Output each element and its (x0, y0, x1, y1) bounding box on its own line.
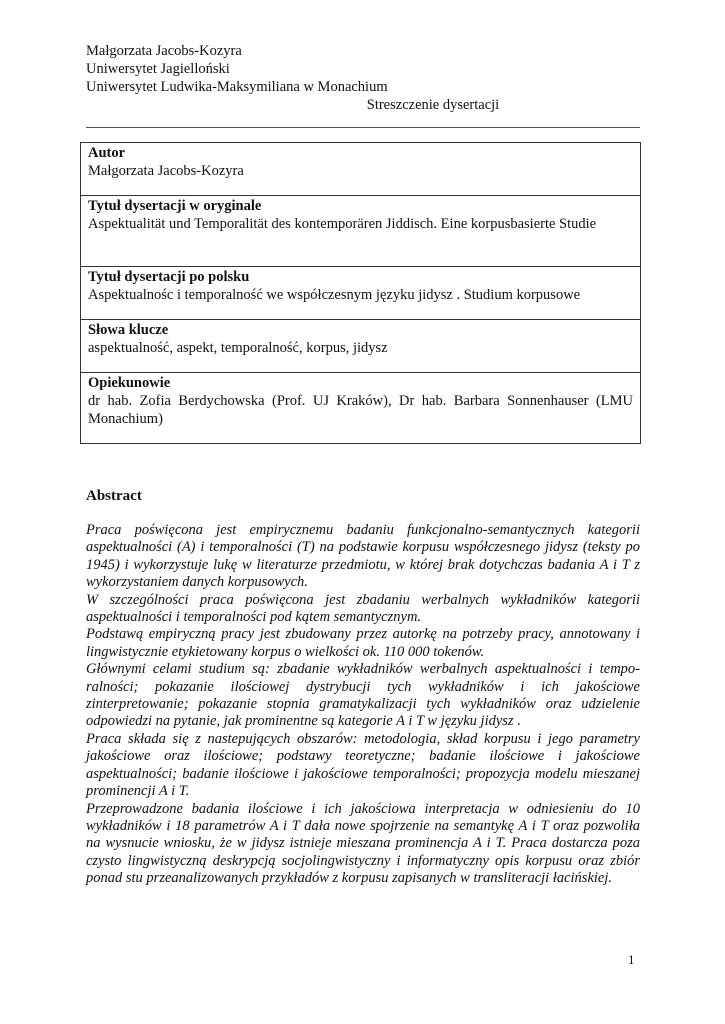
supervisors-value: dr hab. Zofia Berdychowska (Prof. UJ Kraków), Dr hab. Barbara Sonnenhauser (LMU Monachium) (88, 393, 633, 427)
page-header (86, 42, 640, 114)
page-number: 1 (628, 952, 635, 967)
original-title-label: Tytuł dysertacji w oryginale (88, 198, 262, 214)
header-university-1: Uniwersytet Jagielloński (86, 61, 230, 77)
keywords-value: aspektualność, aspekt, temporalność, korpus, jidysz (88, 340, 388, 356)
abstract-paragraph: Przeprowadzone badania ilościowe i ich jakościowa interpretacja w odniesieniu do 10 wykładników i 18 parametrów A i T dała nowe spojrzenie na semantykę A i T oraz pozwoliła na wysnucie wniosku, że w jidysz istnieje mieszana prominencja A i T. Praca dostarcza poza czysto lingwistyczną deskrypcją socjolingwistyczny i informatyczny opis korpusu oraz zbiór ponad stu przeanalizowanych przykładów z korpusu zapisanych w transliteracji łacińskiej. (86, 800, 640, 887)
keywords-label: Słowa klucze (88, 322, 169, 338)
header-author: Małgorzata Jacobs-Kozyra (86, 43, 242, 59)
abstract-paragraph: Głównymi celami studium są: zbadanie wykładników werbalnych aspektualności i tempo-ralności; pokazanie ilościowej dystrybucji tych wykładników i ich jakościowe zinterpretowanie; pokazanie stopnia gramatykalizacji tych wykładników oraz udzielenie odpowiedzi na pytanie, jak prominentne są kategorie A i T w języku jidysz . (86, 661, 640, 730)
info-row-author (81, 143, 641, 196)
info-row-polish-title (81, 267, 641, 320)
abstract-paragraph: Praca składa się z nastepujących obszarów: metodologia, skład korpusu i jego parametry jakościowe oraz ilościowe; podstawy teoretyczne; badanie ilościowe i jakościowe aspektualności; badanie ilościowe i jakościowe temporalności; propozycja modelu mieszanej prominencji A i T. (86, 730, 640, 800)
supervisors-label: Opiekunowie (88, 375, 171, 391)
abstract-paragraph: W szczególności praca poświęcona jest zbadaniu werbalnych wykładników kategorii aspektualności i temporalności pod kątem semantycznym. (86, 591, 640, 626)
info-row-original-title (81, 196, 641, 267)
abstract-body (86, 522, 640, 888)
author-label: Autor (88, 145, 126, 161)
info-row-supervisors (81, 373, 641, 444)
polish-title-value: Aspektualnośc i temporalność we współczesnym języku jidysz . Studium korpusowe (88, 287, 581, 303)
original-title-value: Aspektualität und Temporalität des kontemporären Jiddisch. Eine korpusbasierte Studie (88, 216, 597, 232)
dissertation-info-table (80, 142, 641, 444)
header-divider (86, 127, 640, 128)
abstract-heading: Abstract (86, 488, 142, 504)
author-value: Małgorzata Jacobs-Kozyra (88, 163, 244, 179)
header-university-2: Uniwersytet Ludwika-Maksymiliana w Monachium (86, 79, 388, 95)
abstract-paragraph: Praca poświęcona jest empirycznemu badaniu funkcjonalno-semantycznych kategorii aspektualności (A) i temporalności (T) na podstawie korpusu współczesnego jidysz (teksty po 1945) i wykorzystuje lukę w literaturze przedmiotu, w której brak dotychczas badania A i T z wykorzystaniem danych korpusowych. (86, 522, 640, 591)
header-doc-type: Streszczenie dysertacji (366, 97, 500, 113)
polish-title-label: Tytuł dysertacji po polsku (88, 269, 250, 285)
abstract-paragraph: Podstawą empiryczną pracy jest zbudowany przez autorkę na potrzeby pracy, annotowany i lingwistycznie etykietowany korpus o wielkości ok. 110 000 tokenów. (86, 626, 640, 660)
info-row-keywords (81, 320, 641, 373)
